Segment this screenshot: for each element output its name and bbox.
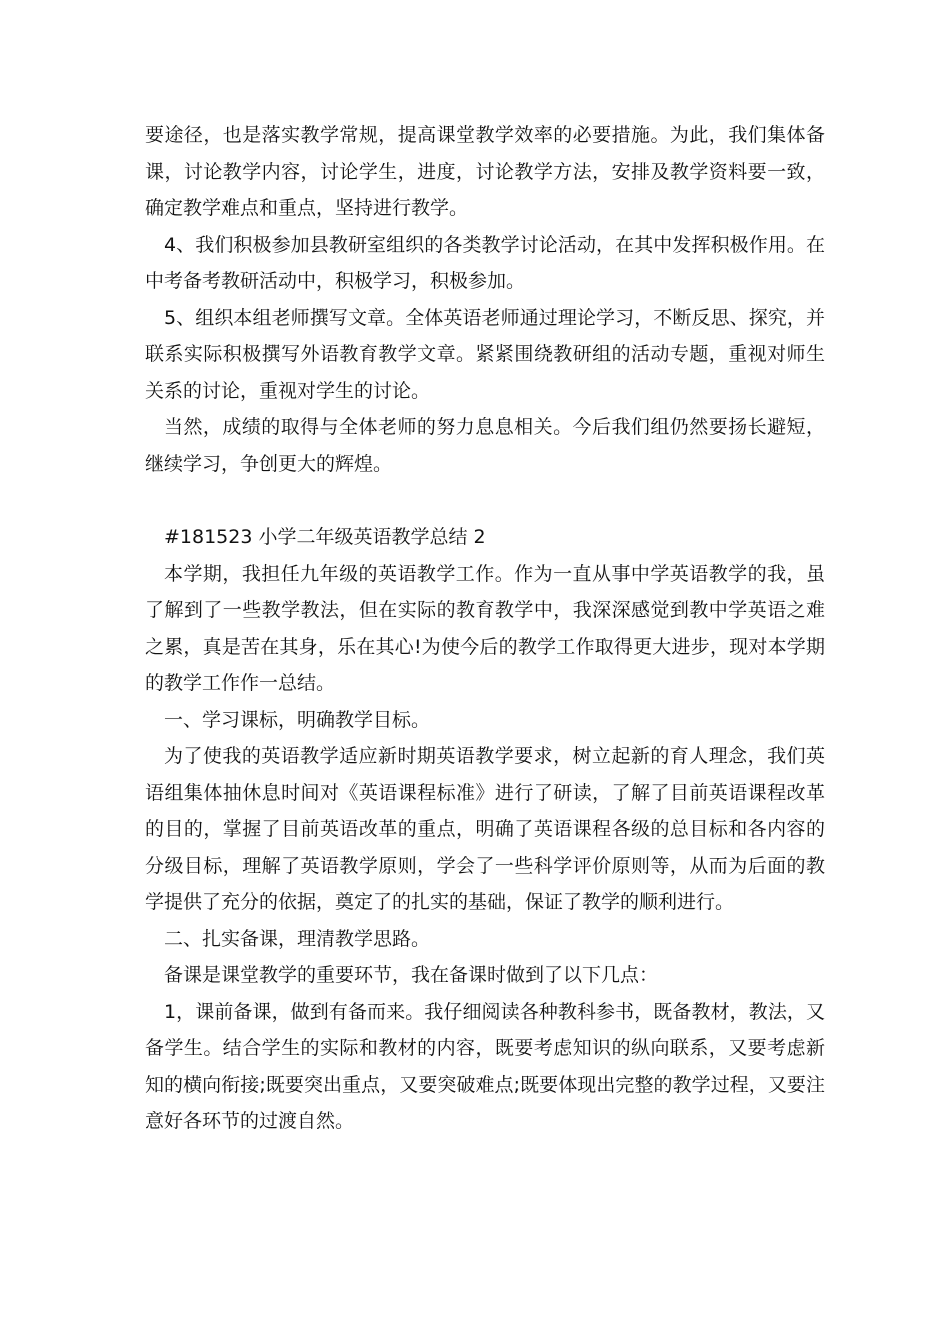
paragraph-curriculum: 为了使我的英语教学适应新时期英语教学要求，树立起新的育人理念，我们英语组集体抽休息时间对《英语课程标准》进行了研读，了解了目前英语课程改革的目的，掌握了目前英语改革的重点，明确了英语课程各级的总目标和各内容的分级目标，理解了英语教学原则，学会了一些科学评价原则等，从而为后面的教学提供了充分的依据，奠定了的扎实的基础，保证了教学的顺利进行。 [145,745,825,913]
paragraph-item-4: 4、我们积极参加县教研室组织的各类教学讨论活动，在其中发挥积极作用。在中考备考教研活动中，积极学习，积极参加。 [145,233,825,292]
paragraph-conclusion: 当然，成绩的取得与全体老师的努力息息相关。今后我们组仍然要扬长避短，继续学习，争创更大的辉煌。 [145,416,825,475]
paragraph-intro: 本学期，我担任九年级的英语教学工作。作为一直从事中学英语教学的我，虽了解到了一些教学教法，但在实际的教育教学中，我深深感觉到教中学英语之难之累，真是苦在其身，乐在其心!为使今后的教学工作取得更大进步，现对本学期的教学工作作一总结。 [145,562,825,694]
section-heading-2: 二、扎实备课，理清教学思路。 [164,927,431,950]
paragraph-point-1: 1，课前备课，做到有备而来。我仔细阅读各种教科参书，既备教材，教法，又备学生。结合学生的实际和教材的内容，既要考虑知识的纵向联系，又要考虑新知的横向衔接;既要突出重点，又要突破难点;既要体现出完整的教学过程，又要注意好各环节的过渡自然。 [145,1000,825,1132]
blank-line [145,482,825,519]
paragraph-continuation: 要途径，也是落实教学常规，提高课堂教学效率的必要措施。为此，我们集体备课，讨论教学内容，讨论学生，进度，讨论教学方法，安排及教学资料要一致，确定教学难点和重点，坚持进行教学。 [145,124,825,219]
section-title: #181523 小学二年级英语教学总结 2 [164,526,486,548]
section-heading-1: 一、学习课标，明确教学目标。 [164,708,431,731]
paragraph-item-5: 5、组织本组老师撰写文章。全体英语老师通过理论学习，不断反思、探究，并联系实际积极撰写外语教育教学文章。紧紧围绕教研组的活动专题，重视对师生关系的讨论，重视对学生的讨论。 [145,306,825,402]
paragraph-lesson-prep: 备课是课堂教学的重要环节，我在备课时做到了以下几点： [164,964,659,986]
document-body [145,117,825,1140]
